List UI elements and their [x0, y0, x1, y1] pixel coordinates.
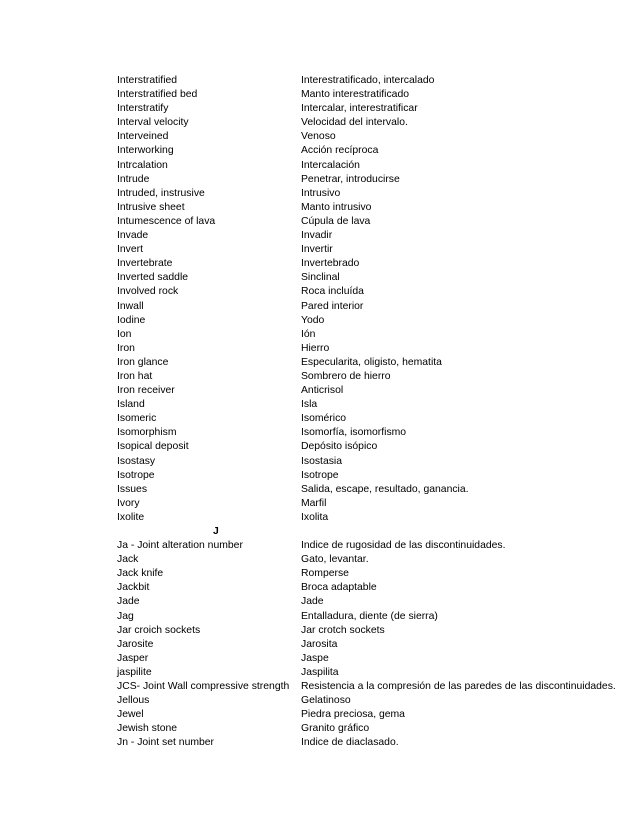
entry-term: Ixolite — [117, 511, 145, 523]
glossary-entry — [117, 370, 632, 384]
glossary-entry — [117, 680, 632, 694]
entry-term: Iodine — [117, 314, 146, 326]
glossary-entry — [117, 440, 632, 454]
entry-translation: Broca adaptable — [301, 582, 377, 594]
glossary-entry — [117, 88, 632, 102]
section-header-j — [117, 525, 632, 539]
entry-translation: Anticrisol — [301, 385, 344, 397]
glossary-entry — [117, 229, 632, 243]
glossary-entry — [117, 469, 632, 483]
entry-term: Jar croich sockets — [117, 624, 201, 636]
entry-term: Interval velocity — [117, 117, 189, 129]
entry-term: Jackbit — [117, 582, 150, 594]
glossary-entry — [117, 412, 632, 426]
entry-translation: Indice de diaclasado. — [301, 737, 399, 749]
entry-translation: Isotrope — [301, 469, 339, 481]
entry-term: Isostasy — [117, 455, 156, 467]
entry-translation: Velocidad del intervalo. — [301, 117, 408, 129]
entry-translation: Invertir — [301, 244, 333, 256]
entry-translation: Gelatinoso — [301, 695, 351, 707]
entry-term: Island — [117, 399, 145, 411]
entry-term: Jack — [117, 554, 139, 566]
glossary-entry — [117, 130, 632, 144]
entry-translation: Marfil — [301, 497, 327, 509]
entry-term: Interworking — [117, 145, 174, 157]
entry-translation: Penetrar, introducirse — [301, 173, 400, 185]
entry-term: Intruded, instrusive — [117, 187, 205, 199]
glossary-entry — [117, 708, 632, 722]
glossary-entry — [117, 328, 632, 342]
glossary-entry — [117, 271, 632, 285]
entry-term: Jellous — [117, 695, 150, 707]
glossary-entry — [117, 384, 632, 398]
entry-translation: Especularita, oligisto, hematita — [301, 356, 442, 368]
section-letter: J — [213, 526, 219, 537]
entry-translation: Yodo — [301, 314, 325, 326]
entry-translation: Isla — [301, 399, 318, 411]
entry-translation: Romperse — [301, 568, 349, 580]
entry-translation: Pared interior — [301, 300, 364, 312]
glossary-entry — [117, 553, 632, 567]
glossary-entry — [117, 539, 632, 553]
entry-term: Isomeric — [117, 413, 157, 425]
glossary-entry — [117, 285, 632, 299]
glossary-entry — [117, 144, 632, 158]
entry-term: Iron glance — [117, 356, 169, 368]
entry-translation: Hierro — [301, 342, 330, 354]
entry-term: Invade — [117, 230, 149, 242]
entry-term: Jewish stone — [117, 723, 178, 735]
entry-translation: Intrusivo — [301, 187, 341, 199]
entry-translation: Ixolita — [301, 511, 329, 523]
entry-term: Intrcalation — [117, 159, 168, 171]
glossary-entry — [117, 426, 632, 440]
entry-translation: Salida, escape, resultado, ganancia. — [301, 483, 469, 495]
entry-term: Jack knife — [117, 568, 164, 580]
glossary-section-j — [117, 539, 632, 750]
entry-term: Intrusive sheet — [117, 201, 185, 213]
entry-term: Isotrope — [117, 469, 155, 481]
glossary-entry — [117, 159, 632, 173]
entry-term: Isomorphism — [117, 427, 177, 439]
glossary-entry — [117, 215, 632, 229]
entry-term: Intumescence of lava — [117, 215, 216, 227]
entry-translation: Venoso — [301, 131, 336, 143]
entry-translation: Entalladura, diente (de sierra) — [301, 610, 438, 622]
glossary-entry — [117, 638, 632, 652]
glossary-entry — [117, 102, 632, 116]
glossary-entry — [117, 356, 632, 370]
entry-translation: Jade — [301, 596, 324, 608]
glossary-entry — [117, 511, 632, 525]
entry-translation: Sinclinal — [301, 272, 340, 284]
entry-translation: Jar crotch sockets — [301, 624, 385, 636]
entry-term: Iron — [117, 342, 135, 354]
entry-term: Iron receiver — [117, 385, 175, 397]
entry-translation: Manto intrusivo — [301, 201, 372, 213]
entry-term: Jarosite — [117, 638, 154, 650]
glossary-entry — [117, 74, 632, 88]
glossary-entry — [117, 624, 632, 638]
entry-term: Interstratify — [117, 103, 169, 115]
entry-term: Ivory — [117, 497, 140, 509]
entry-term: JCS- Joint Wall compressive strength — [117, 681, 290, 693]
entry-term: Ion — [117, 328, 132, 340]
entry-term: Involved rock — [117, 286, 179, 298]
glossary-entry — [117, 243, 632, 257]
entry-translation: Roca incluída — [301, 286, 364, 298]
entry-term: Interstratified — [117, 75, 178, 86]
glossary-entry — [117, 483, 632, 497]
entry-translation: Invadir — [301, 230, 333, 242]
glossary-entry — [117, 666, 632, 680]
entry-translation: Acción recíproca — [301, 145, 379, 157]
glossary-entry — [117, 736, 632, 750]
entry-translation: Sombrero de hierro — [301, 370, 391, 382]
entry-translation: Gato, levantar. — [301, 554, 369, 566]
entry-term: Jewel — [117, 709, 144, 721]
entry-term: Issues — [117, 483, 148, 495]
entry-term: Ja - Joint alteration number — [117, 540, 243, 552]
entry-translation: Jaspilita — [301, 666, 339, 678]
entry-term: Intrude — [117, 173, 150, 185]
glossary-entry — [117, 694, 632, 708]
glossary-entry — [117, 497, 632, 511]
entry-translation: Granito gráfico — [301, 723, 370, 735]
glossary-entry — [117, 173, 632, 187]
entry-term: Inverted saddle — [117, 272, 189, 284]
glossary-entry — [117, 610, 632, 624]
entry-term: Jasper — [117, 652, 149, 664]
glossary-entry — [117, 300, 632, 314]
entry-term: Inwall — [117, 300, 144, 312]
entry-term: Jade — [117, 596, 140, 608]
entry-translation: Piedra preciosa, gema — [301, 709, 405, 721]
entry-translation: Isomérico — [301, 413, 347, 425]
entry-term: Invertebrate — [117, 258, 173, 270]
entry-term: Jn - Joint set number — [117, 737, 215, 749]
entry-term: Jag — [117, 610, 134, 622]
entry-translation: Indice de rugosidad de las discontinuidades. — [301, 540, 506, 552]
glossary-entry — [117, 116, 632, 130]
entry-translation: Jarosita — [301, 638, 338, 650]
glossary-entry — [117, 567, 632, 581]
glossary-entry — [117, 581, 632, 595]
glossary-section-i — [117, 74, 632, 525]
entry-term: Isopical deposit — [117, 441, 189, 453]
glossary-list — [117, 74, 632, 751]
entry-translation: Interestratificado, intercalado — [301, 75, 435, 86]
glossary-entry — [117, 314, 632, 328]
entry-term: Iron hat — [117, 370, 153, 382]
glossary-entry — [117, 652, 632, 666]
glossary-entry — [117, 595, 632, 609]
entry-translation: Jaspe — [301, 652, 329, 664]
glossary-entry — [117, 722, 632, 736]
glossary-entry — [117, 257, 632, 271]
entry-translation: Depósito isópico — [301, 441, 378, 453]
glossary-entry — [117, 201, 632, 215]
glossary-entry — [117, 455, 632, 469]
entry-translation: Ión — [301, 328, 316, 340]
glossary-entry — [117, 398, 632, 412]
entry-translation: Resistencia a la compresión de las paredes de las discontinuidades. — [301, 681, 616, 693]
entry-translation: Isostasia — [301, 455, 343, 467]
entry-term: Invert — [117, 244, 143, 256]
entry-term: Interveined — [117, 131, 169, 143]
entry-translation: Intercalar, interestratificar — [301, 103, 418, 115]
entry-term: Interstratified bed — [117, 89, 198, 101]
entry-translation: Cúpula de lava — [301, 215, 371, 227]
glossary-entry — [117, 187, 632, 201]
entry-translation: Intercalación — [301, 159, 360, 171]
entry-translation: Isomorfía, isomorfismo — [301, 427, 407, 439]
entry-term: jaspilite — [117, 666, 152, 678]
entry-translation: Manto interestratificado — [301, 89, 410, 101]
glossary-entry — [117, 342, 632, 356]
entry-translation: Invertebrado — [301, 258, 360, 270]
